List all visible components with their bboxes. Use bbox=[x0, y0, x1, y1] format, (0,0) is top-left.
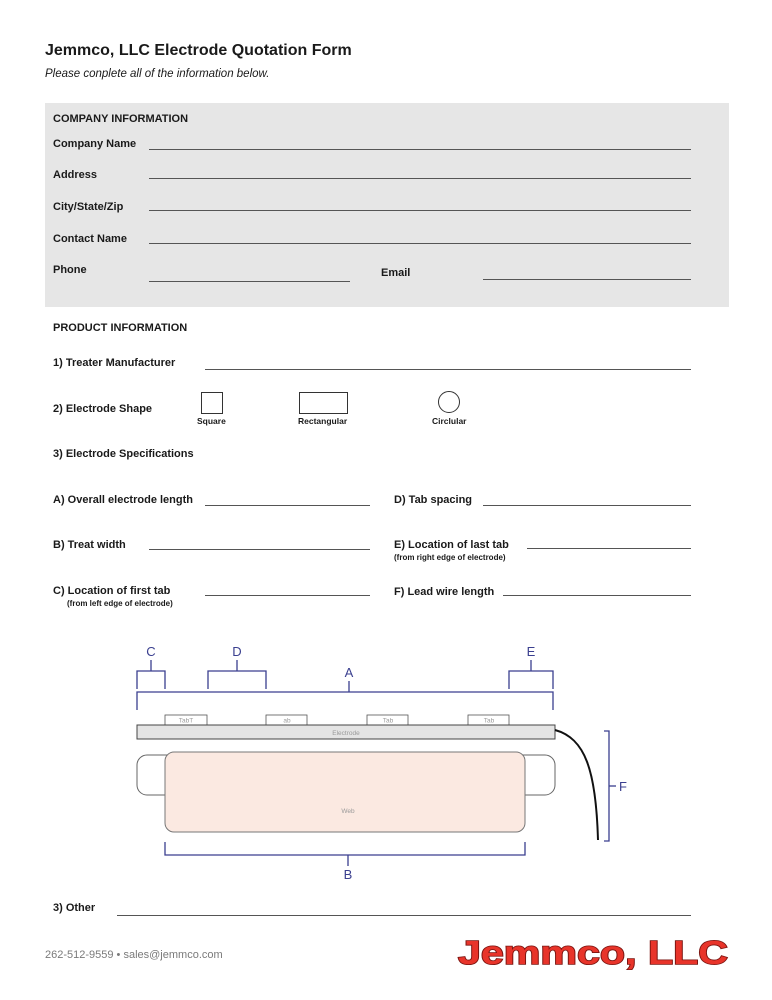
tab-3-label: Tab bbox=[382, 717, 394, 725]
web-label: Web bbox=[341, 808, 355, 815]
phone-label: Phone bbox=[53, 264, 87, 276]
tab-spacing-label: D) Tab spacing bbox=[394, 494, 473, 506]
square-shape-checkbox[interactable] bbox=[201, 392, 223, 414]
tab-1-label: TabT bbox=[178, 717, 194, 725]
contact-name-field[interactable] bbox=[149, 243, 691, 244]
company-logo bbox=[456, 930, 731, 974]
product-information-heading: PRODUCT INFORMATION bbox=[53, 322, 188, 334]
dimension-d-label: D bbox=[232, 644, 242, 659]
treat-width-label: B) Treat width bbox=[53, 539, 126, 551]
email-label: Email bbox=[381, 267, 411, 279]
rectangular-shape-caption: Rectangular bbox=[298, 416, 348, 426]
company-logo-text: Jemmco, LLC bbox=[458, 934, 728, 971]
contact-name-label: Contact Name bbox=[53, 233, 127, 245]
overall-length-field[interactable] bbox=[205, 505, 370, 506]
last-tab-location-field[interactable] bbox=[527, 548, 691, 549]
last-tab-location-note: (from right edge of electrode) bbox=[394, 553, 506, 562]
lead-wire-length-field[interactable] bbox=[503, 595, 691, 596]
tab-4-label: Tab bbox=[483, 717, 495, 725]
overall-length-label: A) Overall electrode length bbox=[53, 494, 193, 506]
web-material bbox=[165, 752, 525, 832]
electrode-diagram bbox=[0, 630, 772, 890]
lead-wire-length-label: F) Lead wire length bbox=[394, 586, 495, 598]
circular-shape-checkbox[interactable] bbox=[438, 391, 460, 413]
city-state-zip-label: City/State/Zip bbox=[53, 201, 124, 213]
company-information-heading: COMPANY INFORMATION bbox=[53, 113, 189, 125]
treater-manufacturer-field[interactable] bbox=[205, 369, 691, 370]
dimension-d-bracket bbox=[208, 671, 266, 689]
other-field[interactable] bbox=[117, 915, 691, 916]
other-label: 3) Other bbox=[53, 902, 96, 914]
dimension-c-label: C bbox=[146, 644, 156, 659]
tab-2-label: ab bbox=[283, 717, 291, 725]
dimension-f-label: F bbox=[619, 779, 627, 794]
email-field[interactable] bbox=[483, 279, 691, 280]
last-tab-location-label: E) Location of last tab bbox=[394, 539, 509, 551]
first-tab-location-label: C) Location of first tab bbox=[53, 585, 171, 597]
first-tab-location-note: (from left edge of electrode) bbox=[67, 599, 173, 608]
rectangular-shape-checkbox[interactable] bbox=[299, 392, 348, 414]
lead-wire bbox=[555, 730, 598, 840]
company-name-field[interactable] bbox=[149, 149, 691, 150]
dimension-b-bracket bbox=[165, 842, 525, 855]
dimension-e-bracket bbox=[509, 671, 553, 689]
treat-width-field[interactable] bbox=[149, 549, 370, 550]
dimension-a-label: A bbox=[344, 665, 354, 680]
dimension-b-label: B bbox=[343, 867, 353, 882]
footer-contact-info: 262-512-9559 • sales@jemmco.com bbox=[45, 949, 223, 961]
electrode-specifications-label: 3) Electrode Specifications bbox=[53, 448, 194, 460]
electrode-label: Electrode bbox=[332, 730, 360, 737]
dimension-a-bracket bbox=[137, 692, 553, 710]
circular-shape-caption: Circlular bbox=[432, 416, 467, 426]
dimension-f-bracket bbox=[604, 731, 609, 841]
treater-manufacturer-label: 1) Treater Manufacturer bbox=[53, 357, 176, 369]
square-shape-caption: Square bbox=[197, 416, 226, 426]
dimension-e-label: E bbox=[526, 644, 536, 659]
city-state-zip-field[interactable] bbox=[149, 210, 691, 211]
company-name-label: Company Name bbox=[53, 138, 137, 150]
tab-spacing-field[interactable] bbox=[483, 505, 691, 506]
first-tab-location-field[interactable] bbox=[205, 595, 370, 596]
page-subtitle: Please conplete all of the information below. bbox=[45, 68, 270, 80]
electrode-shape-label: 2) Electrode Shape bbox=[53, 403, 153, 415]
phone-field[interactable] bbox=[149, 281, 350, 282]
page-title: Jemmco, LLC Electrode Quotation Form bbox=[45, 42, 352, 59]
dimension-c-bracket bbox=[137, 671, 165, 689]
address-label: Address bbox=[53, 169, 98, 181]
address-field[interactable] bbox=[149, 178, 691, 179]
